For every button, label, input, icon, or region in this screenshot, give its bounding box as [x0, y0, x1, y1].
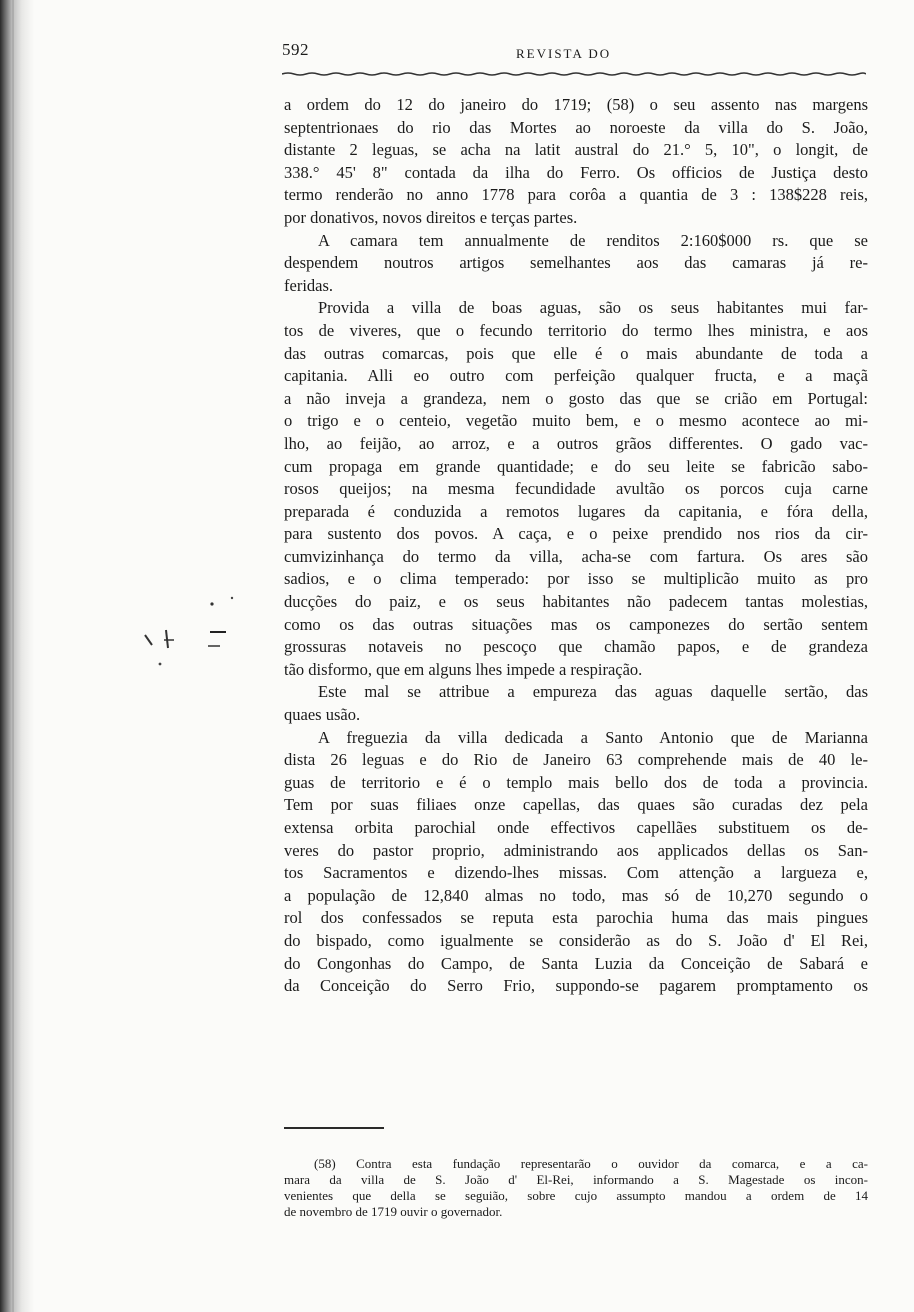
text-line: despendem noutros artigos semelhantes aos das camaras já re- [284, 253, 868, 273]
text-line: tos Sacramentos e dizendo-lhes missas. Com attenção a largueza e, [284, 863, 868, 883]
binding-edge-line [12, 0, 14, 1312]
text-line: feridas. [284, 275, 334, 295]
text-line: rosos queijos; na mesma fecundidade avultão os porcos cuja carne [284, 479, 868, 499]
text-line: das outras comarcas, pois que elle é o mais abundante de toda a [284, 343, 868, 363]
print-specks [140, 590, 250, 670]
text-line: veres do pastor proprio, administrando aos applicados dellas os San- [284, 840, 868, 860]
text-line: 338.° 45' 8" contada da ilha do Ferro. Os officios de Justiça desto [284, 162, 868, 182]
text-line: rol dos confessados se reputa esta parochia huma das mais pingues [284, 908, 868, 928]
text-line: Este mal se attribue a empureza das aguas daquelle sertão, das [318, 682, 868, 702]
text-line: preparada é conduzida a remotos lugares da capitania, e fóra della, [284, 501, 868, 521]
text-line: tão disformo, que em alguns lhes impede a respiração. [284, 659, 643, 679]
text-line: extensa orbita parochial onde effectivos capellães substituem os de- [284, 818, 868, 837]
footnote-rule [284, 1127, 384, 1129]
text-line: a população de 12,840 almas no todo, mas só de 10,270 segundo o [284, 885, 868, 905]
text-line: tos de viveres, que o fecundo territorio do termo lhes ministra, e aos [284, 320, 868, 340]
text-line: cumvizinhança do termo da villa, acha-se com fartura. Os ares são [284, 546, 868, 566]
text-line: do bispado, como igualmente se considerão as do S. João d' El Rei, [284, 930, 868, 950]
text-line: do Congonhas do Campo, de Santa Luzia da Conceição de Sabará e [284, 953, 868, 973]
text-line: A camara tem annualmente de renditos 2:160$000 rs. que se [318, 230, 868, 250]
text-line: lho, ao feijão, ao arroz, e a outros grãos differentes. O gado vac- [284, 433, 868, 453]
binding-shadow [0, 0, 34, 1312]
footnote-line: mara da villa de S. João d' El-Rei, informando a S. Magestade os incon- [284, 1172, 868, 1187]
text-line: dista 26 leguas e do Rio de Janeiro 63 comprehende mais de 40 le- [284, 750, 868, 770]
text-line: quaes usão. [284, 705, 361, 725]
text-line: cum propaga em grande quantidade; e do seu leite se fabricão sabo- [284, 456, 868, 476]
text-line: o trigo e o centeio, vegetão muito bem, e o mesmo acontece ao mi- [284, 411, 868, 431]
text-line: Tem por suas filiaes onze capellas, das quaes são curadas dez pela [284, 795, 868, 815]
text-line: grossuras notaveis no pescoço que chamão papos, e de grandeza [284, 637, 868, 657]
text-line: capitania. Alli eo outro com perfeição qualquer fructa, e a maçã [284, 366, 868, 386]
text-line: a não inveja a grandeza, nem o gosto das que se crião em Portugal: [284, 388, 868, 408]
header-rule [282, 72, 866, 76]
page-header [282, 36, 866, 80]
text-line: Provida a villa de boas aguas, são os seus habitantes mui far- [318, 298, 868, 318]
footnote-line: venientes que della se seguião, sobre cujo assumpto mandou a ordem de 14 [284, 1188, 868, 1203]
text-line: para sustento dos povos. A caça, e o peixe prendido nos rios da cir- [284, 524, 868, 544]
text-line: da Conceição do Serro Frio, suppondo-se pagarem promptamento os [284, 976, 868, 996]
text-line: distante 2 leguas, se acha na latit austral do 21.° 5, 10", o longit, de [284, 140, 868, 160]
page-number: 592 [282, 40, 309, 59]
footnote-line: (58) Contra esta fundação representarão o ouvidor da comarca, e a ca- [314, 1156, 868, 1171]
footnote-line: de novembro de 1719 ouvir o governador. [284, 1204, 503, 1219]
text-line: ducções do paiz, e os seus habitantes não padecem tantas molestias, [284, 592, 868, 612]
running-title: REVISTA DO [516, 46, 612, 61]
text-line: septentrionaes do rio das Mortes ao noroeste da villa do S. João, [284, 117, 868, 137]
text-line: A freguezia da villa dedicada a Santo Antonio que de Marianna [318, 727, 868, 747]
text-line: a ordem do 12 do janeiro do 1719; (58) o seu assento nas margens [284, 95, 868, 114]
footnote [284, 1156, 868, 1220]
text-line: sadios, e o clima temperado: por isso se multiplicão muito as pro [284, 569, 868, 589]
text-line: guas de territorio e é o templo mais bello dos de toda a provincia. [284, 772, 868, 792]
text-line: como os das outras situações mas os camponezes do sertão sentem [284, 614, 868, 634]
body-text [284, 94, 868, 998]
text-line: termo renderão no anno 1778 para corôa a quantia de 3 : 138$228 reis, [284, 185, 868, 205]
text-line: por donativos, novos direitos e terças partes. [284, 207, 578, 227]
